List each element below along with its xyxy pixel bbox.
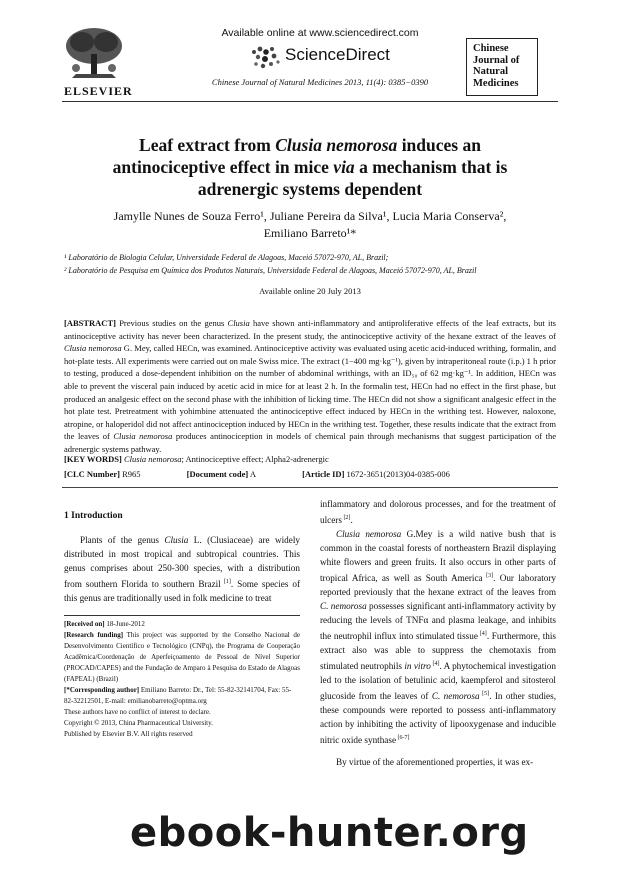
classification-line: [CLC Number] R965 [Document code] A [Article ID] 1672-3651(2013)04-0385-006 <box>64 469 450 479</box>
elsevier-tree-logo <box>62 24 126 82</box>
journal-box-line: Chinese <box>473 43 509 54</box>
journal-name-box <box>466 38 538 96</box>
footnotes: [Received on] 18-June-2012 [Research funding] This project was supported by the Conselho Nacional de Desenvolvimento Científico e Tecnológico (CNPq), the Programa de Cooperação Acadêmica/Coordenação de Aperfeiçoamento de Pessoal de Nível Superior (PROCAD/CAPES) and the Fundação de Amparo à Pesquisa do Estado de Alagoas (FAPEAL) (Brazil) [*Corresponding author] Emiliano Barreto: Dr., Tel: 55-82-32141704, Fax: 55-82-32212501, E-mail: emilianobarreto@optma.org These authors have no conflict of interest to declare. Copyright © 2013, China Pharmaceutical University. Published by Elsevier B.V. All rights reserved <box>64 620 300 738</box>
journal-box-line: Journal of <box>473 54 520 66</box>
abstract-divider <box>62 487 558 488</box>
body-column-right: inflammatory and dolorous processes, and for the treatment of ulcers [2]. Clusia nemorosa G.Mey is a wild native bush that is common in the coastal forests of northeastern Brazil displaying white flowers and green fruits. It also occurs in other parts of tropical Africa, as well as South America [3]. Our laboratory reported previously that the hexane extract of the leaves from C. nemorosa possesses significant anti-inflammatory activity by reducing the levels of TNFα and plasma leakage, and inhibits the neutrophil influx into stimulated tissue [4]. Furthermore, this extract also was able to suppress the chemotaxis from stimulated neutrophils in vitro [4]. A phytochemical investigation led to the isolation of betulinic acid, kaempferol and sitosterol glucoside from the leaves of C. nemorosa [5]. In other studies, these compounds were reported to possess anti-inflammatory action by inhibiting the activity of lipooxygenase and inducible nitric oxide synthase [6-7] By virtue of the aforementioned properties, it was ex- <box>320 499 557 768</box>
affiliations <box>64 251 564 277</box>
publisher-name: ELSEVIER <box>64 84 133 98</box>
sciencedirect-brand: ScienceDirect <box>285 45 390 64</box>
journal-box-line: Medicines <box>473 77 519 89</box>
journal-citation: Chinese Journal of Natural Medicines 2013, 11(4): 0385−0390 <box>211 77 429 87</box>
abstract: [ABSTRACT] Previous studies on the genus Clusia have shown anti-inflammatory and antiproliferative effects of the leaf extracts, but its antinociceptive activity has never been characterized. In the present study, the antinociceptive activity of the hexane extract of the leaves of Clusia nemorosa G. Mey, called HECn, was examined. Antinociceptive activity was evaluated using acetic acid-induced writhing, formalin, and hot-plate tests. All experiments were carried out on male Swiss mice. The extract (1−400 mg·kg⁻¹), given by intraperitoneal route (i.p.) 1 h prior to testing, produced a dose-dependent inhibition on the number of abdominal writhings, with an ID₅₀ of 62 mg·kg⁻¹. In addition, HECn was able to prevent the visceral pain induced by acetic acid in mice for at least 2 h. In the formalin test, HECn had no effect in the first phase, but produced an analgesic effect on the second phase with the inhibition of licking time. The HECn did not show a significant analgesic effect in the hot plate test. Pretreatment with yohimbine attenuated the antinociceptive effect induced by HECn in the writhing test. However, naloxone, atropine, or haloperidol did not affect antinociception induced by HECn in the writhing test. Together, these results indicate that the extract from the leaves of Clusia nemorosa produces antinociception in models of chemical pain through mechanisms that suggest participation of the adrenergic systems pathway. <box>64 318 556 454</box>
watermark-text: ebook-hunter.org <box>130 810 529 856</box>
footnote-divider <box>64 615 300 616</box>
available-online-link[interactable]: Available online at www.sciencedirect.com <box>221 27 419 39</box>
author-list: Jamylle Nunes de Souza Ferro¹, Juliane Pereira da Silva¹, Lucia Maria Conserva², Emiliano Barreto¹* <box>113 209 507 240</box>
section-heading-introduction: 1 Introduction <box>64 511 123 521</box>
sciencedirect-dots-icon <box>248 44 284 72</box>
journal-box-line: Natural <box>473 66 508 77</box>
header-divider <box>62 101 558 102</box>
available-date: Available online 20 July 2013 <box>259 286 361 296</box>
article-title: Leaf extract from Clusia nemorosa induces an antinociceptive effect in mice via a mechanism that is adrenergic systems dependent <box>112 135 508 199</box>
affiliation-1: ¹ Laboratório de Biologia Celular, Universidade Federal de Alagoas, Maceió 57072-970, AL, Brazil; <box>64 253 389 262</box>
keywords: [KEY WORDS] Clusia nemorosa; Antinociceptive effect; Alpha2-adrenergic <box>64 454 329 464</box>
body-column-left: Plants of the genus Clusia L. (Clusiaceae) are widely distributed in most tropical and subtropical countries. This genus comprises about 250-300 species, with a distribution from southern Florida to southern Brazil [1]. Some species of this genus are traditionally used in folk medicine to treat <box>64 535 301 604</box>
affiliation-2: ² Laboratório de Pesquisa em Química dos Produtos Naturais, Universidade Federal de Alagoas, Maceió 57072-970, AL, Brazil <box>64 266 477 275</box>
